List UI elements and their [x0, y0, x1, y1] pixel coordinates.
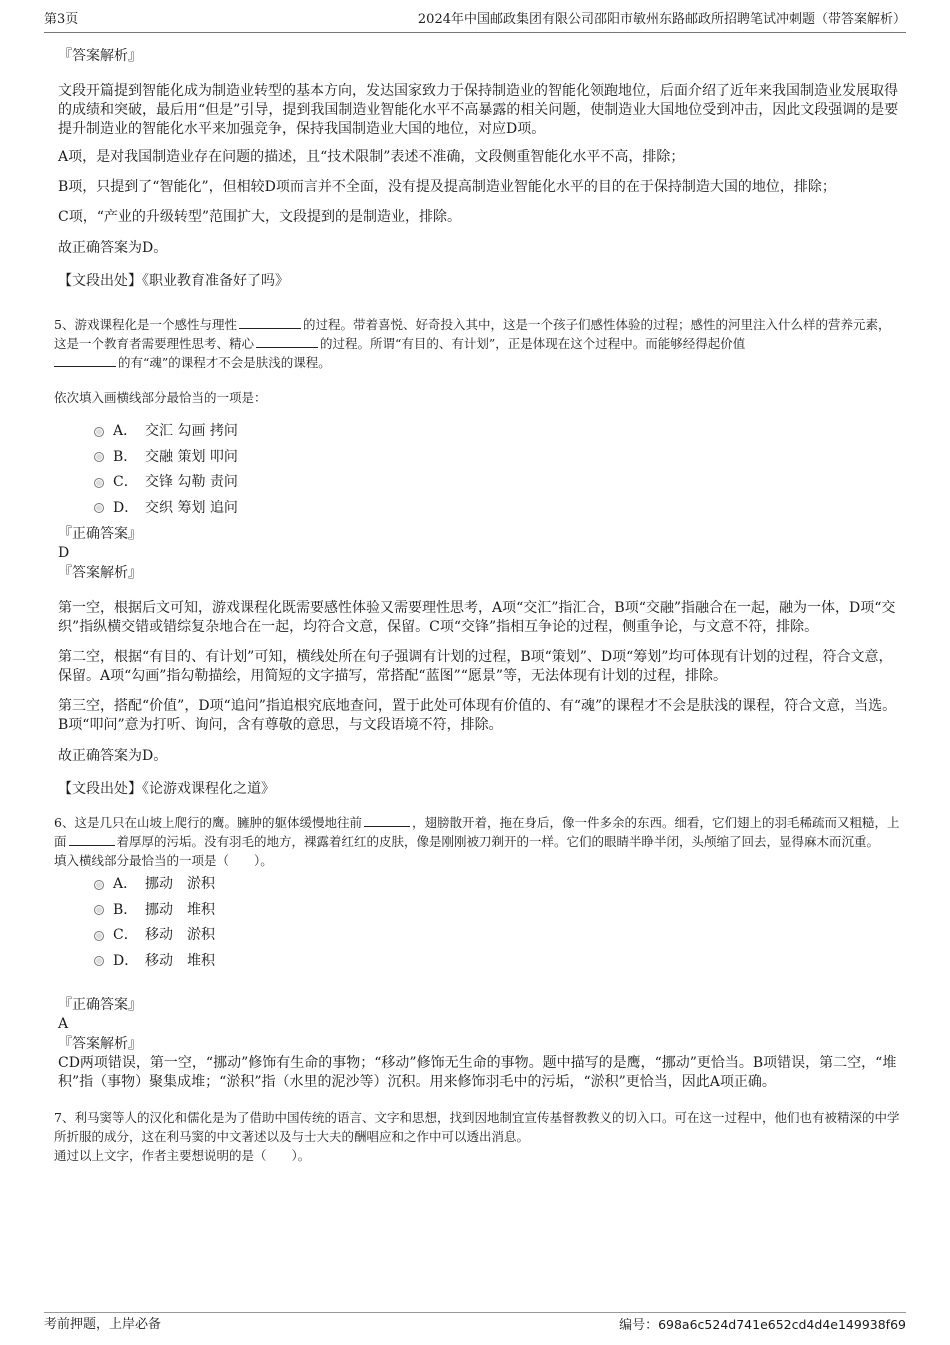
analysis-paragraph: 第三空，搭配“价值”，D项“追问”指追根究底地查问，置于此处可体现有价值的、有“魂”的课程才不会是肤浅的课程，符合文意，当选。B项“叩问”意为打听、询问，含有尊敬的意思，与文段语境不符，排除。 — [58, 698, 897, 733]
correct-answer: D — [58, 545, 70, 561]
radio-icon[interactable] — [94, 427, 104, 437]
page-header — [44, 10, 906, 33]
fill-blank — [364, 814, 410, 827]
conclusion: 故正确答案为D。 — [58, 240, 168, 256]
analysis-paragraph: 文段开篇提到智能化成为制造业转型的基本方向，发达国家致力于保持制造业的智能化领跑地位，后面介绍了近年来我国制造业发展取得的成绩和突破，最后用“但是”引导，提到我国制造业智能化水平不高暴露的相关问题，使制造业大国地位受到冲击，因此文段强调的是要提升制造业的智能化水平来加强竞争，保持我国制造业大国的地位，对应D项。 — [58, 83, 899, 137]
source-citation: 【文段出处】《职业教育准备好了吗》 — [58, 273, 289, 289]
analysis-paragraph: B项，只提到了“智能化”，但相较D项而言并不全面，没有提及提高制造业智能化水平的目的在于保持制造大国的地位，排除； — [58, 179, 836, 195]
analysis-paragraph: C项，“产业的升级转型”范围扩大，文段提到的是制造业，排除。 — [58, 209, 462, 225]
radio-icon[interactable] — [94, 905, 104, 915]
analysis-paragraph: 第一空，根据后文可知，游戏课程化既需要感性体验又需要理性思考，A项“交汇”指汇合，B项“交融”指融合在一起，融为一体，D项“交织”指纵横交错或错综复杂地合在一起，均符合文意，保留。C项“交锋”指相互争论的过程，侧重争论，与文意不符，排除。 — [58, 600, 896, 635]
answer-analysis-label: 『答案解析』 — [58, 565, 142, 581]
page-content — [54, 44, 900, 1165]
question-5-options — [94, 419, 900, 521]
radio-icon[interactable] — [94, 956, 104, 966]
option-d[interactable]: D． 移动 堆积 — [94, 949, 900, 975]
option-a[interactable]: A． 挪动 淤积 — [94, 872, 900, 898]
analysis-paragraph: A项，是对我国制造业存在问题的描述，且“技术限制”表述不准确，文段侧重智能化水平不高，排除； — [58, 149, 685, 165]
option-d[interactable]: D． 交织 筹划 追问 — [94, 496, 900, 522]
radio-icon[interactable] — [94, 503, 104, 513]
answer-analysis-label: 『答案解析』 — [58, 48, 142, 64]
document-code: 编号：698a6c524d741e652cd4d4e149938f69 — [619, 1317, 906, 1333]
page-number: 第3页 — [44, 12, 79, 27]
document-title: 2024年中国邮政集团有限公司邵阳市敏州东路邮政所招聘笔试冲刺题（带答案解析） — [417, 12, 906, 27]
option-c[interactable]: C． 交锋 勾勒 责问 — [94, 470, 900, 496]
question-6-stem: 6、这是几只在山坡上爬行的鹰。臃肿的躯体缓慢地往前 ，翅膀散开着，拖在身后，像一件多余的东西。细看，它们翅上的羽毛稀疏而又粗糙，上面 着厚厚的污垢。没有羽毛的地方，裸露着红红的皮肤，像是刚刚被刀剃开的一样。它们的眼睛半睁半闭，头颅缩了回去，显得麻木而沉重。 — [54, 815, 900, 849]
question-5-prompt: 依次填入画横线部分最恰当的一项是： — [54, 390, 267, 405]
answer-analysis-label: 『答案解析』 — [58, 1036, 142, 1052]
radio-icon[interactable] — [94, 880, 104, 890]
source-citation: 【文段出处】《论游戏课程化之道》 — [58, 781, 275, 797]
conclusion: 故正确答案为D。 — [58, 748, 168, 764]
question-5-stem: 5、游戏课程化是一个感性与理性 的过程。带着喜悦、好奇投入其中，这是一个孩子们感性体验的过程；感性的河里注入什么样的营养元素，这是一个教育者需要理性思考、精心 的过程。所谓“有目的、有计划”，正是体现在这个过程中。而能够经得起价值 的有“魂”的课程才不会是肤浅的课程。 — [54, 317, 891, 370]
question-7-prompt: 通过以上文字，作者主要想说明的是（ ）。 — [54, 1148, 311, 1163]
analysis-paragraph: CD两项错误，第一空，“挪动”修饰有生命的事物；“移动”修饰无生命的事物。题中描写的是鹰，“挪动”更恰当。B项错误，第二空，“堆积”指（事物）聚集成堆；“淤积”指（水里的泥沙等）沉积。用来修饰羽毛中的污垢，“淤积”更恰当，因此A项正确。 — [58, 1055, 897, 1090]
option-b[interactable]: B． 挪动 堆积 — [94, 898, 900, 924]
question-6-prompt: 填入横线部分最恰当的一项是（ ）。 — [54, 853, 273, 868]
radio-icon[interactable] — [94, 452, 104, 462]
fill-blank — [54, 354, 116, 367]
correct-answer-label: 『正确答案』 — [58, 997, 142, 1013]
correct-answer: A — [58, 1016, 69, 1032]
fill-blank — [256, 335, 318, 348]
option-c[interactable]: C． 移动 淤积 — [94, 923, 900, 949]
correct-answer-label: 『正确答案』 — [58, 526, 142, 542]
question-7-stem: 7、利马窦等人的汉化和儒化是为了借助中国传统的语言、文字和思想，找到因地制宜宣传基督教教义的切入口。可在这一过程中，他们也有被精深的中学所折服的成分，这在利马窦的中文著述以及与士大夫的酬唱应和之作中可以透出消息。 — [54, 1110, 900, 1144]
option-b[interactable]: B． 交融 策划 叩问 — [94, 445, 900, 471]
footer-slogan: 考前押题，上岸必备 — [44, 1317, 162, 1332]
fill-blank — [239, 316, 301, 329]
radio-icon[interactable] — [94, 931, 104, 941]
fill-blank — [69, 833, 115, 846]
question-6-options — [94, 872, 900, 974]
analysis-paragraph: 第二空，根据“有目的、有计划”可知，横线处所在句子强调有计划的过程，B项“策划”、D项“筹划”均可体现有计划的过程，符合文意，保留。A项“勾画”指勾勒描绘，用简短的文字描写，常搭配“蓝图”“愿景”等，无法体现有计划的过程，排除。 — [58, 649, 893, 684]
page-footer — [44, 1312, 906, 1337]
option-a[interactable]: A． 交汇 勾画 拷问 — [94, 419, 900, 445]
radio-icon[interactable] — [94, 478, 104, 488]
